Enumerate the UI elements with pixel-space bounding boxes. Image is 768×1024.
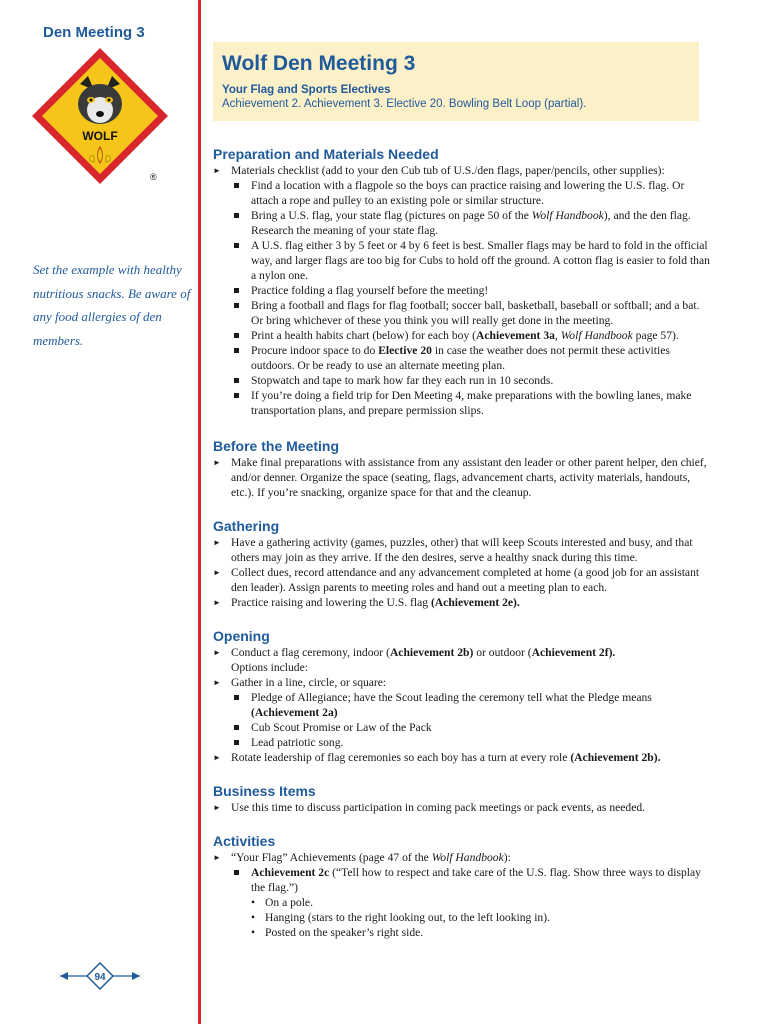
list-item: ► Have a gathering activity (games, puzzles, other) that will keep Scouts interested and busy, and that others may join as they arrive. If the den desires, serve a healthy snack during this time. [213, 535, 713, 565]
list-item: Achievement 2c (“Tell how to respect and take care of the U.S. flag. Show three ways to display the flag.”) • On a pole. • Hanging (stars to the right looking out, to the left looking in). • Posted on the speaker’s right side. [231, 865, 713, 940]
list-item: • On a pole. [251, 895, 713, 910]
section-heading: Business Items [213, 783, 316, 799]
page-divider [198, 0, 201, 1024]
section-heading: Before the Meeting [213, 438, 340, 454]
dot-list [251, 895, 713, 940]
list-item: ► Conduct a flag ceremony, indoor (Achievement 2b) or outdoor (Achievement 2f). Options include: [213, 645, 713, 675]
list-item: Cub Scout Promise or Law of the Pack [231, 720, 713, 735]
sub-list [231, 865, 713, 940]
list-item: Stopwatch and tape to mark how far they each run in 10 seconds. [231, 373, 713, 388]
list-item: Practice folding a flag yourself before the meeting! [231, 283, 713, 298]
list-item: If you’re doing a field trip for Den Meeting 4, make preparations with the bowling lanes, make transportation plans, and prepare permission slips. [231, 388, 713, 418]
requirements-line: Achievement 2. Achievement 3. Elective 20. Bowling Belt Loop (partial). [222, 98, 587, 110]
sub-list [231, 690, 713, 750]
meeting-header [213, 42, 699, 121]
list-item: Pledge of Allegiance; have the Scout leading the ceremony tell what the Pledge means (Achievement 2a) [231, 690, 713, 720]
list-item: ► Gather in a line, circle, or square: Pledge of Allegiance; have the Scout leading the ceremony tell what the Pledge means (Achievement 2a) Cub Scout Promise or Law of the Pack Lead patriotic song. [213, 675, 713, 750]
sub-list [231, 178, 713, 418]
list-item: Procure indoor space to do Elective 20 in case the weather does not permit these activities outdoors. Or be ready to use an alternate meeting plan. [231, 343, 713, 373]
bullet-list [213, 163, 713, 418]
registered-mark: ® [150, 172, 157, 182]
section-heading: Gathering [213, 518, 280, 534]
bullet-list [213, 850, 713, 940]
section-heading: Activities [213, 833, 276, 849]
list-item: Bring a U.S. flag, your state flag (pictures on page 50 of the Wolf Handbook), and the den flag. Research the meaning of your state flag. [231, 208, 713, 238]
bullet-list [213, 455, 713, 500]
list-item: A U.S. flag either 3 by 5 feet or 4 by 6 feet is best. Smaller flags may be hard to fold in the official way, and larger flags are too big for Cubs to hold off the ground. A cotton flag is easier to fold than a nylon one. [231, 238, 713, 283]
list-item: Lead patriotic song. [231, 735, 713, 750]
section-heading: Opening [213, 628, 270, 644]
section-business-items [213, 783, 713, 815]
sidebar-note: Set the example with healthy nutritious snacks. Be aware of any food allergies of den members. [33, 262, 191, 348]
section-heading: Preparation and Materials Needed [213, 146, 439, 162]
bullet-list [213, 800, 713, 815]
list-item: ► “Your Flag” Achievements (page 47 of the Wolf Handbook): Achievement 2c (“Tell how to respect and take care of the U.S. flag. Show three ways to display the flag.”) • On a pole. • Hanging (stars to the right looking out, to the left looking in). • Posted on the speaker’s right side. [213, 850, 713, 940]
wolf-badge-logo [28, 46, 172, 186]
list-item: Bring a football and flags for flag football; soccer ball, basketball, baseball or softball; and a bat. Or bring whichever of these you think you will really get done in the meeting. [231, 298, 713, 328]
list-item: ► Materials checklist (add to your den Cub tub of U.S./den flags, paper/pencils, other supplies): Find a location with a flagpole so the boys can practice raising and lowering the U.S. flag. Or attach a rope and pulley to an existing pole or similar structure. Bring a U.S. flag, your state flag (pictures on page 50 of the Wolf Handbook), and the den flag. Research the meaning of your state flag. A U.S. flag either 3 by 5 feet or 4 by 6 feet is best. Smaller flags may be hard to fold in the official way, and larger flags are too big for Cubs to hold off the ground. A cotton flag is easier to fold than a nylon one. Practice folding a flag yourself before the meeting! Bring a football and flags for flag football; soccer ball, basketball, baseball or softball; and a bat. Or bring whichever of these you think you will really get done in the meeting. Print a health habits chart (below) for each boy (Achievement 3a, Wolf Handbook page 57). Procure indoor space to do Elective 20 in case the weather does not permit these activities outdoors. Or be ready to use an alternate meeting plan. Stopwatch and tape to mark how far they each run in 10 seconds. If you’re doing a field trip for Den Meeting 4, make preparations with the bowling lanes, make transportation plans, and prepare permission slips. [213, 163, 713, 418]
list-item: ► Rotate leadership of flag ceremonies so each boy has a turn at every role (Achievement 2b). [213, 750, 713, 765]
section-activities [213, 833, 713, 940]
list-item: Find a location with a flagpole so the boys can practice raising and lowering the U.S. flag. Or attach a rope and pulley to an existing pole or similar structure. [231, 178, 713, 208]
list-item: ► Collect dues, record attendance and any advancement completed at home (a good job for an assistant den leader). Assign parents to meeting roles and hand out a meeting plan to each. [213, 565, 713, 595]
badge-text: WOLF [82, 129, 118, 143]
list-item: Print a health habits chart (below) for each boy (Achievement 3a, Wolf Handbook page 57). [231, 328, 713, 343]
section-preparation [213, 146, 713, 418]
bullet-list [213, 535, 713, 610]
page-number-marker [58, 962, 142, 990]
list-item: • Hanging (stars to the right looking out, to the left looking in). [251, 910, 713, 925]
page-number: 94 [94, 972, 106, 983]
list-item: ► Make final preparations with assistance from any assistant den leader or other parent helper, den chief, and/or denner. Organize the space (seating, flags, advancement charts, activity materials, handouts, etc.). If you’re snacking, organize space for that and the cleanup. [213, 455, 713, 500]
bullet-list [213, 645, 713, 765]
page-title: Wolf Den Meeting 3 [222, 52, 416, 75]
section-opening [213, 628, 713, 765]
page-subtitle: Your Flag and Sports Electives [222, 84, 391, 96]
main-content [213, 146, 713, 940]
sidebar-title: Den Meeting 3 [43, 24, 145, 41]
list-item: • Posted on the speaker’s right side. [251, 925, 713, 940]
section-gathering [213, 518, 713, 610]
list-item: ► Practice raising and lowering the U.S. flag (Achievement 2e). [213, 595, 713, 610]
section-before-meeting [213, 438, 713, 500]
list-item: ► Use this time to discuss participation in coming pack meetings or pack events, as needed. [213, 800, 713, 815]
